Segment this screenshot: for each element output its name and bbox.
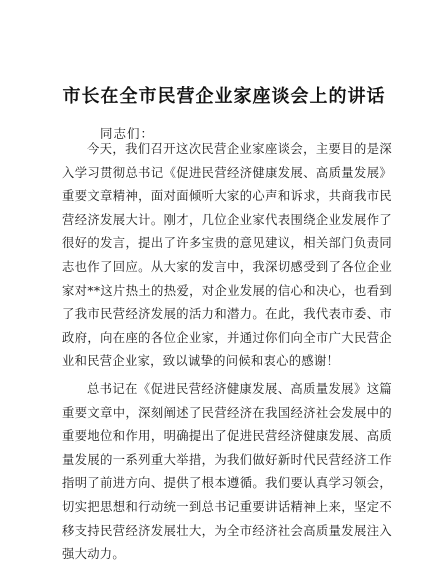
document-title: 市长在全市民营企业家座谈会上的讲话 (62, 86, 386, 107)
salutation: 同志们： (100, 126, 155, 141)
paragraph-2: 总书记在《促进民营经济健康发展、高质量发展》这篇重要文章中，深刻阐述了民营经济在我国经济社会发展中的重要地位和作用，明确提出了促进民营经济健康发展、高质量发展的一系列重大举措，为我们做好新时代民营经济工作指明了前进方向、提供了根本遵循。我们要认真学习领会，切实把思想和行动统一到总书记重要讲话精神上来，坚定不移支持民营经济发展壮大，为全市经济社会高质量发展注入强大动力。 (62, 382, 392, 562)
paragraph-1: 今天，我们召开这次民营企业家座谈会，主要目的是深入学习贯彻总书记《促进民营经济健康发展、高质量发展》重要文章精神，面对面倾听大家的心声和诉求，共商我市民营经济发展大计。刚才，几位企业家代表围绕企业发展作了很好的发言，提出了许多宝贵的意见建议，相关部门负责同志也作了回应。从大家的发言中，我深切感受到了各位企业家对**这片热土的热爱，对企业发展的信心和决心，也看到了我市民营经济发展的活力和潜力。在此，我代表市委、市政府，向在座的各位企业家，并通过你们向全市广大民营企业和民营企业家，致以诚挚的问候和衷心的感谢！ (62, 142, 392, 369)
